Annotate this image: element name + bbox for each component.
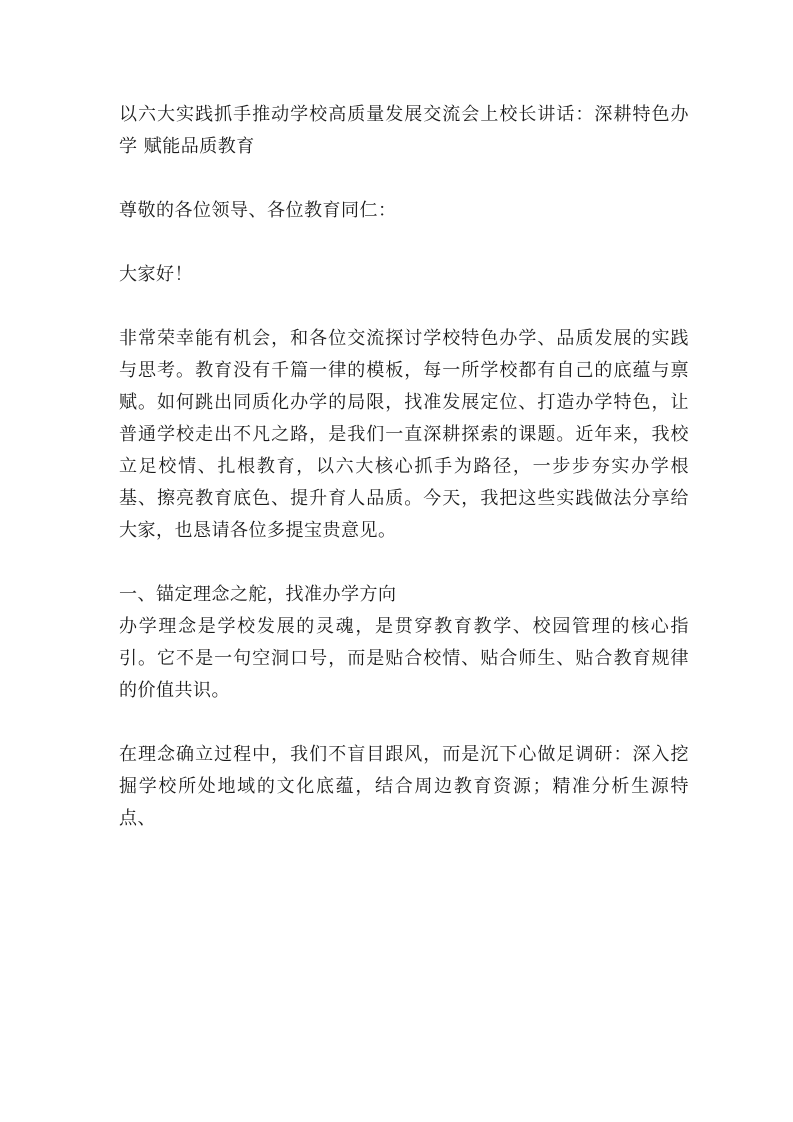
intro-paragraph: 非常荣幸能有机会，和各位交流探讨学校特色办学、品质发展的实践与思考。教育没有千篇一律的模板，每一所学校都有自己的底蕴与禀赋。如何跳出同质化办学的局限，找准发展定位、打造办学特色，让普通学校走出不凡之路，是我们一直深耕探索的课题。近年来，我校立足校情、扎根教育，以六大核心抓手为路径，一步步夯实办学根基、擦亮教育底色、提升育人品质。今天，我把这些实践做法分享给大家，也恳请各位多提宝贵意见。	[119, 328, 689, 541]
greeting: 大家好！	[119, 264, 193, 285]
salutation: 尊敬的各位领导、各位教育同仁：	[119, 200, 397, 221]
section-1-paragraph-2: 在理念确立过程中，我们不盲目跟风，而是沉下心做足调研：深入挖掘学校所处地域的文化底蕴，结合周边教育资源；精准分析生源特点、	[119, 744, 689, 829]
section-1-heading: 一、锚定理念之舵，找准办学方向	[119, 584, 397, 605]
document-body	[119, 99, 689, 835]
section-1-paragraph-1: 办学理念是学校发展的灵魂，是贯穿教育教学、校园管理的核心指引。它不是一句空洞口号，而是贴合校情、贴合师生、贴合教育规律的价值共识。	[119, 616, 689, 701]
document-title: 以六大实践抓手推动学校高质量发展交流会上校长讲话：深耕特色办学 赋能品质教育	[119, 104, 689, 157]
